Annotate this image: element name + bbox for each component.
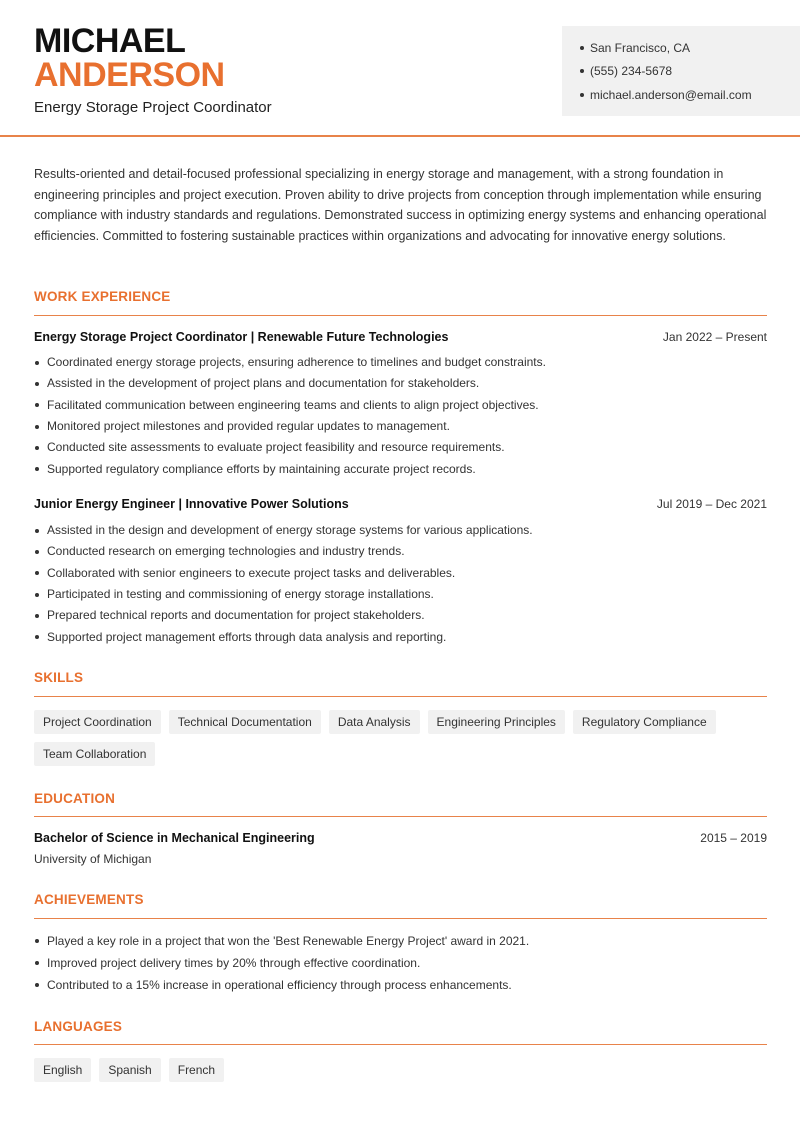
list-item (34, 458, 767, 479)
section-divider (34, 696, 767, 697)
education-header (34, 831, 767, 845)
contact-location (580, 36, 800, 60)
bullet-icon (35, 939, 39, 943)
achievements-list (34, 930, 767, 996)
education-heading: EDUCATION (34, 791, 116, 806)
skill-tag: Engineering Principles (428, 710, 565, 734)
summary-paragraph: Results-oriented and detail-focused professional specializing in energy storage and management, with a strong foundation in engineering principles and project execution. Proven ability to drive projects from conception through implementation while ensuring compliance with industry standards and regulations. Demonstrated success in optimizing energy systems and enhancing operational efficiencies. Committed to fostering sustainable practices within organizations and advocating for innovative energy solutions. (34, 167, 767, 243)
skill-tag: Technical Documentation (169, 710, 321, 734)
bullet-text: Monitored project milestones and provided regular updates to management. (47, 419, 450, 434)
section-divider (34, 918, 767, 919)
skill-tag: Data Analysis (329, 710, 420, 734)
list-item (34, 520, 767, 541)
bullet-icon (35, 403, 39, 407)
bullet-text: Prepared technical reports and documentation for project stakeholders. (47, 608, 425, 623)
bullet-icon (35, 635, 39, 639)
languages-heading: LANGUAGES (34, 1019, 123, 1034)
job-header-2 (34, 497, 767, 511)
bullet-text: Assisted in the design and development of energy storage systems for various applications. (47, 523, 533, 538)
bullet-icon (35, 467, 39, 471)
bullet-icon (35, 446, 39, 450)
bullet-icon (35, 361, 39, 365)
achievements-heading: ACHIEVEMENTS (34, 892, 144, 907)
job-dates-1: Jan 2022 – Present (662, 330, 767, 344)
section-divider (34, 816, 767, 817)
bullet-icon (35, 425, 39, 429)
bullet-text: Facilitated communication between engineering teams and clients to align project objectives. (47, 397, 539, 412)
bullet-text: Assisted in the development of project plans and documentation for stakeholders. (47, 376, 480, 391)
bullet-text: Participated in testing and commissioning of energy storage installations. (47, 587, 434, 602)
job-title: Energy Storage Project Coordinator (34, 99, 272, 116)
school-name: University of Michigan (34, 852, 152, 866)
section-divider (34, 315, 767, 316)
job-header-1 (34, 330, 767, 344)
bullet-icon (35, 382, 39, 386)
degree-name: Bachelor of Science in Mechanical Engineering (34, 831, 315, 845)
languages-tags (34, 1058, 767, 1082)
contact-box (562, 26, 800, 116)
resume-header (0, 0, 800, 137)
bullet-text: Collaborated with senior engineers to execute project tasks and deliverables. (47, 565, 456, 580)
language-tag: English (34, 1058, 91, 1082)
skill-tag: Project Coordination (34, 710, 161, 734)
list-item (34, 352, 767, 373)
skills-tags (34, 710, 767, 766)
bullet-icon (580, 93, 584, 97)
list-item (34, 605, 767, 626)
list-item (34, 563, 767, 584)
bullet-text: Supported regulatory compliance efforts by maintaining accurate project records. (47, 461, 476, 476)
list-item (34, 395, 767, 416)
list-item (34, 541, 767, 562)
contact-email[interactable] (580, 83, 800, 107)
list-item (34, 584, 767, 605)
skill-tag: Regulatory Compliance (573, 710, 716, 734)
contact-phone (580, 60, 800, 84)
last-name: ANDERSON (34, 56, 225, 94)
list-item (34, 373, 767, 394)
work-experience-heading: WORK EXPERIENCE (34, 289, 171, 304)
bullet-icon (35, 571, 39, 575)
skill-tag: Team Collaboration (34, 742, 155, 766)
list-item (34, 974, 767, 996)
job-bullets-1 (34, 352, 767, 480)
bullet-text: Conducted research on emerging technologies and industry trends. (47, 544, 405, 559)
skills-heading: SKILLS (34, 670, 84, 685)
email-text[interactable]: michael.anderson@email.com (590, 87, 752, 102)
bullet-text: Played a key role in a project that won the 'Best Renewable Energy Project' award in 2021. (47, 933, 530, 948)
section-divider (34, 1044, 767, 1045)
bullet-icon (580, 46, 584, 50)
job-role-1: Energy Storage Project Coordinator | Renewable Future Technologies (34, 330, 449, 344)
bullet-text: Coordinated energy storage projects, ensuring adherence to timelines and budget constraints. (47, 355, 546, 370)
bullet-icon (580, 69, 584, 73)
bullet-text: Improved project delivery times by 20% through effective coordination. (47, 955, 421, 970)
bullet-text: Conducted site assessments to evaluate project feasibility and resource requirements. (47, 440, 505, 455)
list-item (34, 952, 767, 974)
language-tag: French (169, 1058, 224, 1082)
language-tag: Spanish (99, 1058, 160, 1082)
bullet-icon (35, 961, 39, 965)
bullet-text: Supported project management efforts through data analysis and reporting. (47, 629, 447, 644)
list-item (34, 626, 767, 647)
bullet-icon (35, 550, 39, 554)
list-item (34, 437, 767, 458)
location-text: San Francisco, CA (590, 40, 691, 55)
bullet-icon (35, 593, 39, 597)
bullet-text: Contributed to a 15% increase in operational efficiency through process enhancements. (47, 977, 512, 992)
list-item (34, 416, 767, 437)
bullet-icon (35, 529, 39, 533)
list-item (34, 930, 767, 952)
education-dates: 2015 – 2019 (700, 831, 767, 845)
bullet-icon (35, 983, 39, 987)
bullet-icon (35, 614, 39, 618)
job-bullets-2 (34, 520, 767, 648)
first-name: MICHAEL (34, 22, 186, 60)
phone-text: (555) 234-5678 (590, 64, 673, 79)
job-role-2: Junior Energy Engineer | Innovative Power Solutions (34, 497, 349, 511)
job-dates-2: Jul 2019 – Dec 2021 (656, 497, 767, 511)
